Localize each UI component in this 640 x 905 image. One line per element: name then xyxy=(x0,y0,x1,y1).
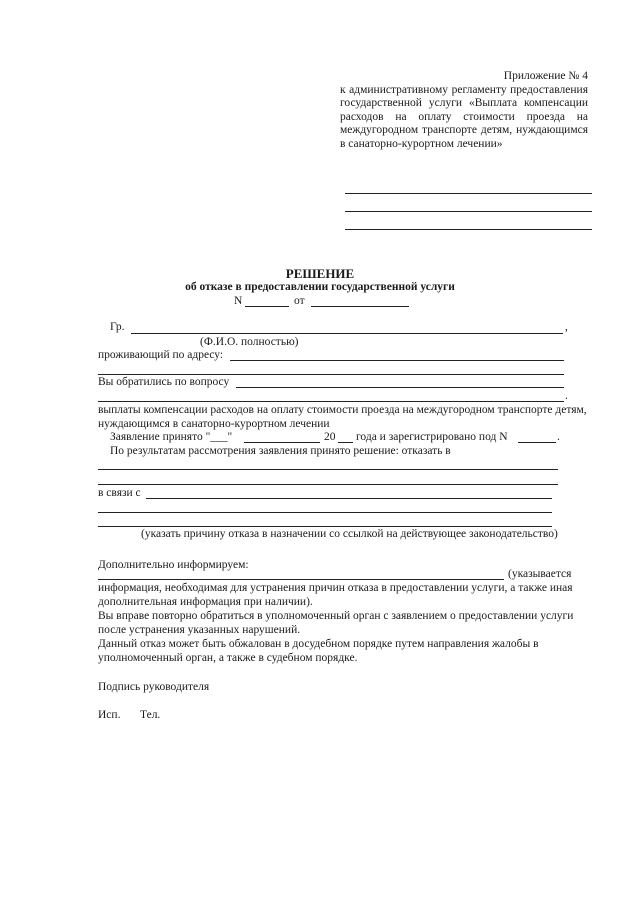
reapply-line: Вы вправе повторно обратиться в уполномоченный орган с заявлением о предоставлении услуги xyxy=(98,610,574,622)
signature-label: Подпись руководителя xyxy=(98,681,210,693)
info-line: информация, необходимая для устранения причин отказа в предоставлении услуги, а также иная xyxy=(98,582,573,594)
addressee-line[interactable] xyxy=(345,193,592,194)
decision-field[interactable] xyxy=(98,469,558,470)
appendix-block xyxy=(340,70,588,151)
decision-date-field[interactable] xyxy=(311,306,409,307)
decision-number-label: N xyxy=(234,295,243,307)
decision-date-label: от xyxy=(294,295,305,307)
additional-field[interactable] xyxy=(98,579,504,580)
registration-number-field[interactable] xyxy=(518,442,556,443)
registration-period: . xyxy=(557,431,560,443)
phone-label: Тел. xyxy=(140,709,161,721)
fio-comma: , xyxy=(565,321,568,333)
executor-label: Исп. xyxy=(98,709,121,721)
addressee-line[interactable] xyxy=(345,229,592,230)
reason-field[interactable] xyxy=(146,498,552,499)
page-subtitle: об отказе в предоставлении государственной услуги xyxy=(185,281,455,293)
appendix-number: Приложение № 4 xyxy=(503,70,588,82)
question-period: . xyxy=(565,390,568,402)
reason-field[interactable] xyxy=(98,512,552,513)
address-label: проживающий по адресу: xyxy=(98,349,224,361)
page-title: РЕШЕНИЕ xyxy=(285,266,355,281)
purpose-line: выплаты компенсации расходов на оплату стоимости проезда на междугородном транспорте детям, xyxy=(98,404,587,416)
application-month-field[interactable] xyxy=(244,442,320,443)
decision-text: По результатам рассмотрения заявления принято решение: отказать в xyxy=(110,445,451,457)
application-year-field[interactable] xyxy=(338,442,353,443)
appendix-text: к административному регламенту предоставления государственной услуги «Выплата компенсации расходов на оплату стоимости проезда на междугородном транспорте детям, нуждающимся в санаторно-курортном лечении» xyxy=(340,83,588,150)
appeal-line: Данный отказ может быть обжалован в досудебном порядке путем направления жалобы в xyxy=(98,638,539,650)
address-field-continuation[interactable] xyxy=(98,374,564,375)
address-field[interactable] xyxy=(230,360,564,361)
question-label: Вы обратились по вопросу xyxy=(98,376,230,388)
purpose-line: нуждающимся в санаторно-курортном лечении xyxy=(98,418,330,430)
info-line: дополнительная информация при наличии). xyxy=(98,596,313,608)
question-field-continuation[interactable] xyxy=(98,401,564,402)
decision-field[interactable] xyxy=(98,484,558,485)
year-prefix: 20 xyxy=(324,431,336,443)
addressee-line[interactable] xyxy=(345,211,592,212)
reason-label: в связи с xyxy=(98,487,141,499)
gr-label: Гр. xyxy=(110,321,125,333)
reason-hint: (указать причину отказа в назначении со ссылкой на действующее законодательство) xyxy=(141,528,558,540)
fio-field[interactable] xyxy=(131,333,563,334)
fio-hint: (Ф.И.О. полностью) xyxy=(200,336,299,348)
additional-label: Дополнительно информируем: xyxy=(98,559,249,571)
reason-field[interactable] xyxy=(98,526,552,527)
additional-hint: (указывается xyxy=(508,568,572,580)
appeal-line: уполномоченный орган, а также в судебном порядке. xyxy=(98,652,358,664)
registered-text: года и зарегистрировано под N xyxy=(356,431,508,443)
reapply-line: после устранения указанных нарушений. xyxy=(98,624,301,636)
decision-number-field[interactable] xyxy=(245,306,289,307)
application-accepted-text: Заявление принято "___" xyxy=(110,431,233,443)
question-field[interactable] xyxy=(236,387,564,388)
